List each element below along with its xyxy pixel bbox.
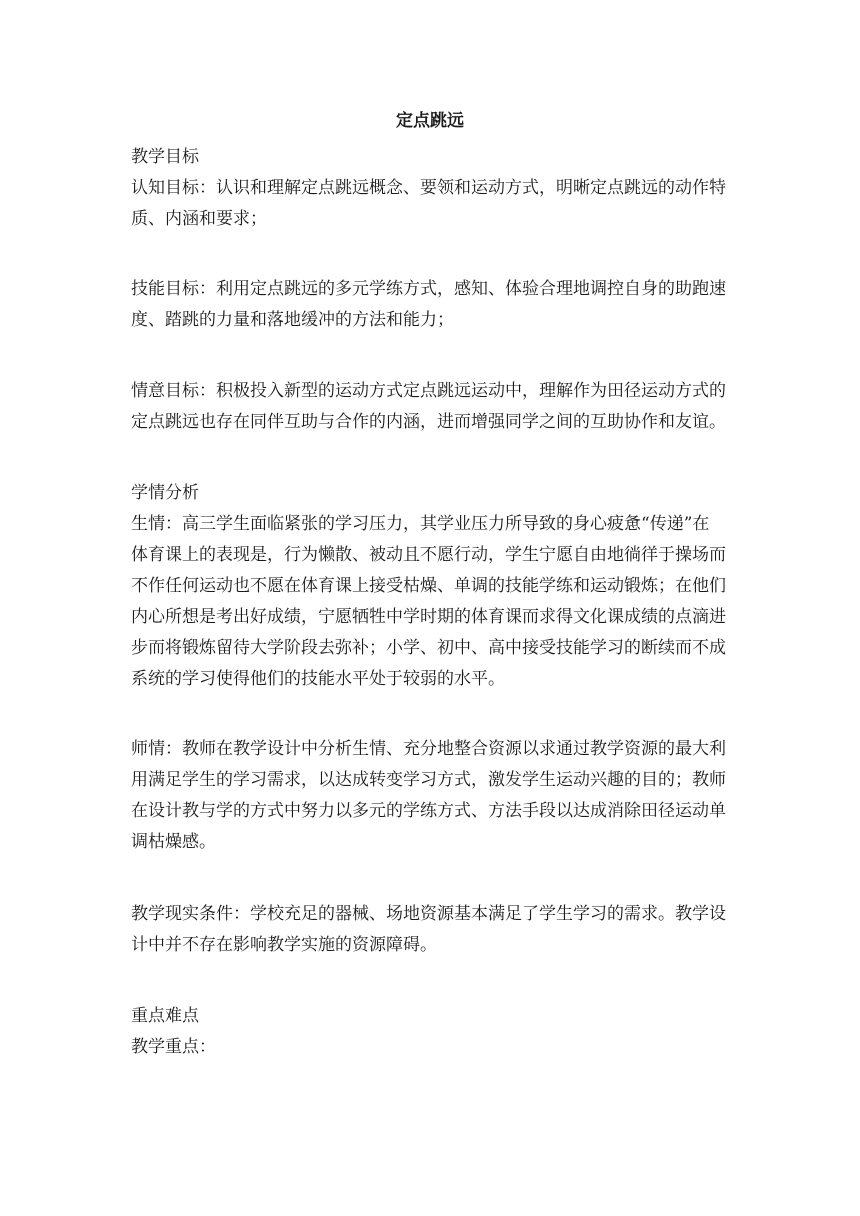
analysis-heading (131, 478, 731, 509)
text-line: 教学现实条件：学校充足的器械、场地资源基本满足了学生学习的需求。教学设 (131, 904, 726, 924)
text-line: 不作任何运动也不愿在体育课上接受枯燥、单调的技能学练和运动锻炼；在他们 (131, 576, 726, 596)
text-line: 度、踏跳的力量和落地缓冲的方法和能力； (131, 310, 454, 330)
text-line: 系统的学习使得他们的技能水平处于较弱的水平。 (131, 669, 505, 689)
text-line: 计中并不存在影响教学实施的资源障碍。 (131, 935, 437, 955)
text-line: 教学重点： (131, 1037, 216, 1057)
text-line: 在设计教与学的方式中努力以多元的学练方式、方法手段以达成消除田径运动单 (131, 801, 726, 821)
text-line: 定点跳远也存在同伴互助与合作的内涵，进而增强同学之间的互助协作和友谊。 (131, 412, 726, 432)
text-line: 学情分析 (131, 483, 199, 503)
cognitive-objective (131, 173, 731, 235)
text-line: 内心所想是考出好成绩，宁愿牺牲中学时期的体育课而求得文化课成绩的点滴进 (131, 607, 726, 627)
key-focus-label (131, 1032, 731, 1063)
text-line: 步而将锻炼留待大学阶段去弥补；小学、初中、高中接受技能学习的断续而不成 (131, 638, 726, 658)
text-line: 质、内涵和要求； (131, 209, 267, 229)
student-analysis (131, 509, 731, 695)
affective-objective (131, 376, 731, 438)
text-line: 生情：高三学生面临紧张的学习压力，其学业压力所导致的身心疲惫“传递”在 (131, 514, 710, 534)
text-line: 情意目标：积极投入新型的运动方式定点跳远运动中，理解作为田径运动方式的 (131, 381, 726, 401)
skill-objective (131, 274, 731, 336)
text-line: 重点难点 (131, 1006, 199, 1026)
text-line: 教学目标 (131, 147, 199, 167)
text-line: 用满足学生的学习需求，以达成转变学习方式，激发学生运动兴趣的目的；教师 (131, 770, 726, 790)
text-line: 师情：教师在教学设计中分析生情、充分地整合资源以求通过教学资源的最大利 (131, 739, 726, 759)
teaching-conditions (131, 899, 731, 961)
text-line: 调枯燥感。 (131, 832, 216, 852)
teacher-analysis (131, 734, 731, 858)
text-line: 认知目标：认识和理解定点跳远概念、要领和运动方式，明晰定点跳远的动作特 (131, 178, 726, 198)
objectives-heading (131, 142, 731, 173)
text-line: 技能目标：利用定点跳远的多元学练方式，感知、体验合理地调控自身的助跑速 (131, 279, 726, 299)
text-line: 体育课上的表现是，行为懒散、被动且不愿行动，学生宁愿自由地徜徉于操场而 (131, 545, 726, 565)
keypoints-heading (131, 1001, 731, 1032)
document-title: 定点跳远 (396, 111, 464, 131)
